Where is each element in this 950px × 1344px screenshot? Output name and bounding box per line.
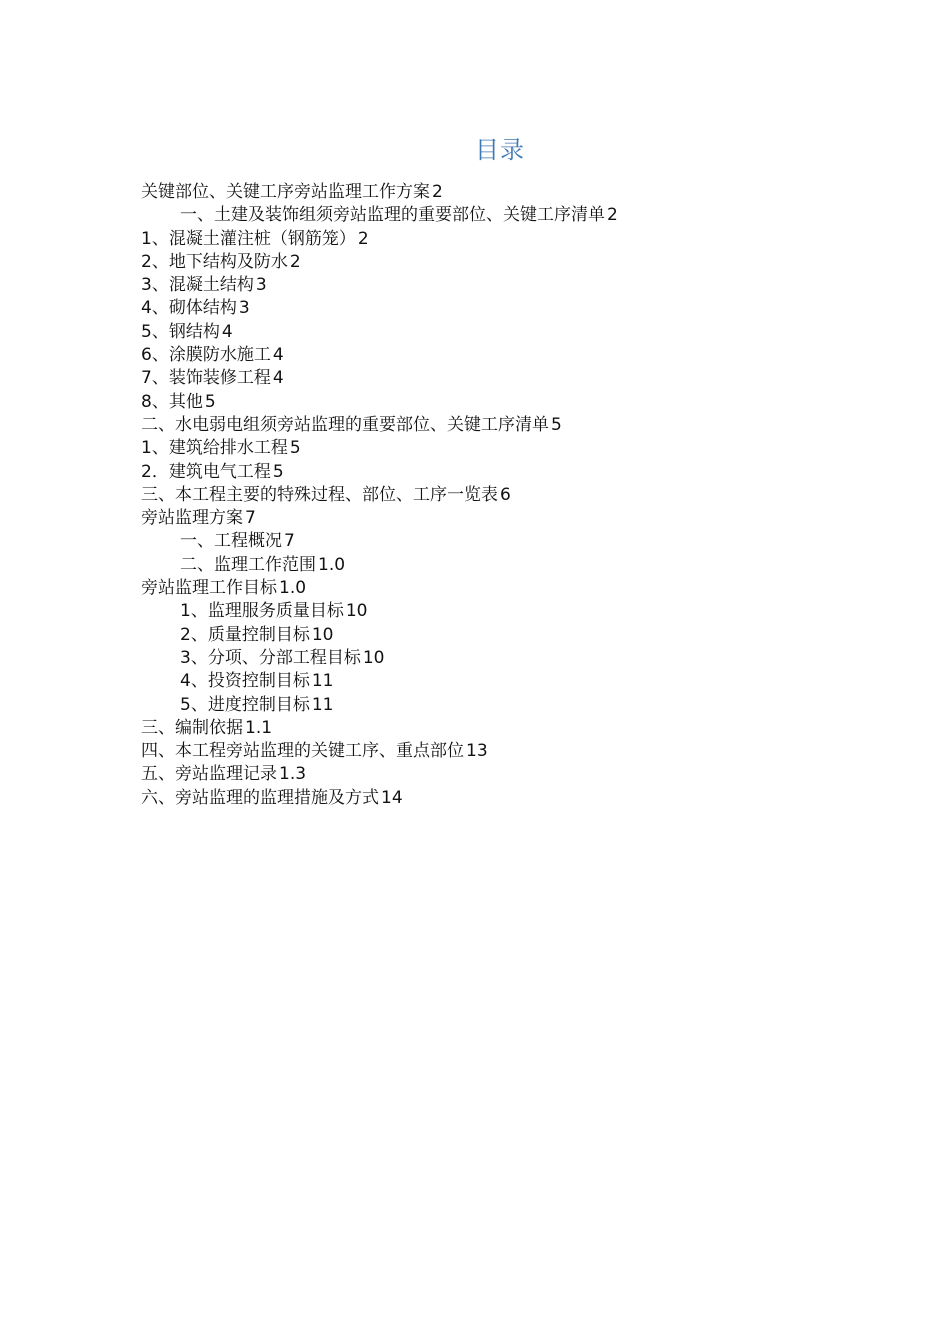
toc-entry-text: 8、其他 [141, 391, 203, 412]
toc-entry-text: 5、钢结构 [141, 321, 220, 342]
toc-entry-page-number: 4 [272, 345, 284, 366]
toc-entry[interactable] [141, 297, 841, 320]
toc-entry[interactable] [141, 204, 841, 227]
toc-entry[interactable] [141, 484, 841, 507]
toc-entry[interactable] [141, 414, 841, 437]
toc-entry[interactable] [141, 647, 841, 670]
toc-entry[interactable] [141, 391, 841, 414]
toc-entry-page-number: 5 [272, 461, 284, 482]
toc-entry-page-number: 7 [284, 531, 295, 552]
toc-entry-text: 一、工程概况 [180, 531, 282, 552]
toc-entry-page-number: 2 [432, 182, 443, 202]
toc-entry-page-number: 10 [311, 624, 334, 645]
toc-entry-text: 6、涂膜防水施工 [141, 345, 271, 366]
toc-entry[interactable] [141, 344, 841, 367]
toc-entry-text: 四、本工程旁站监理的关键工序、重点部位 [141, 741, 464, 762]
toc-entry-page-number: 3 [238, 298, 250, 319]
toc-entry-page-number: 11 [311, 671, 334, 692]
toc-entry[interactable] [141, 274, 841, 297]
toc-entry[interactable] [141, 530, 841, 553]
toc-entry[interactable] [141, 600, 841, 623]
toc-entry-page-number: 4 [272, 368, 284, 389]
toc-entry-text: 五、旁站监理记录 [141, 764, 277, 785]
toc-list [141, 181, 841, 810]
toc-entry-page-number: 3 [255, 275, 267, 296]
toc-entry-page-number: 5 [204, 391, 216, 412]
toc-entry-page-number: 11 [311, 694, 334, 715]
toc-entry[interactable] [141, 228, 841, 251]
toc-entry[interactable] [141, 740, 841, 763]
toc-entry-page-number: 13 [466, 741, 488, 762]
toc-entry-text: 4、投资控制目标 [180, 671, 310, 692]
toc-entry[interactable] [141, 437, 841, 460]
toc-entry-text: 3、混凝土结构 [141, 275, 254, 296]
toc-entry[interactable] [141, 251, 841, 274]
toc-entry-page-number: 6 [500, 484, 511, 505]
toc-entry[interactable] [141, 577, 841, 600]
toc-title: 目录 [475, 136, 525, 164]
toc-entry-page-number: 1.0 [318, 554, 346, 575]
toc-entry-text: 3、分项、分部工程目标 [180, 647, 361, 668]
toc-entry-text: 二、水电弱电组须旁站监理的重要部位、关键工序清单 [141, 414, 549, 435]
toc-entry[interactable] [141, 787, 841, 810]
toc-entry-text: 三、本工程主要的特殊过程、部位、工序一览表 [141, 484, 498, 505]
toc-entry-text: 4、砌体结构 [141, 298, 237, 319]
toc-entry-page-number: 10 [345, 601, 368, 622]
toc-entry-text: 2．建筑电气工程 [141, 461, 271, 482]
toc-entry[interactable] [141, 507, 841, 530]
toc-entry-page-number: 1.1 [245, 717, 273, 738]
toc-entry-page-number: 1.3 [279, 764, 307, 785]
toc-entry[interactable] [141, 321, 841, 344]
toc-entry-text: 关键部位、关键工序旁站监理工作方案 [141, 182, 430, 202]
toc-entry[interactable] [141, 554, 841, 577]
toc-entry-page-number: 5 [289, 438, 301, 459]
toc-entry[interactable] [141, 670, 841, 693]
toc-entry-page-number: 2 [289, 251, 301, 272]
toc-entry-text: 5、进度控制目标 [180, 694, 310, 715]
toc-entry[interactable] [141, 694, 841, 717]
toc-entry-text: 1、监理服务质量目标 [180, 601, 344, 622]
toc-entry[interactable] [141, 367, 841, 390]
toc-entry-page-number: 2 [357, 228, 369, 249]
toc-entry-page-number: 4 [221, 321, 233, 342]
toc-entry-text: 7、装饰装修工程 [141, 368, 271, 389]
toc-entry-page-number: 7 [245, 508, 256, 529]
toc-entry[interactable] [141, 181, 841, 204]
toc-entry-text: 二、监理工作范围 [180, 554, 316, 575]
toc-entry-text: 1、建筑给排水工程 [141, 438, 288, 459]
toc-entry[interactable] [141, 763, 841, 786]
toc-entry[interactable] [141, 717, 841, 740]
toc-entry-text: 2、质量控制目标 [180, 624, 310, 645]
toc-entry-text: 旁站监理方案 [141, 508, 243, 529]
toc-entry-text: 一、土建及装饰组须旁站监理的重要部位、关键工序清单 [180, 205, 605, 226]
toc-entry-text: 六、旁站监理的监理措施及方式 [141, 787, 379, 808]
toc-entry-text: 1、混凝土灌注桩（钢筋笼） [141, 228, 356, 249]
toc-entry-page-number: 1.0 [279, 578, 307, 599]
toc-entry-text: 三、编制依据 [141, 717, 243, 738]
toc-entry-page-number: 5 [551, 414, 562, 435]
toc-entry-text: 2、地下结构及防水 [141, 251, 288, 272]
toc-entry-page-number: 14 [381, 787, 403, 808]
toc-entry[interactable] [141, 461, 841, 484]
toc-entry-page-number: 10 [362, 647, 385, 668]
toc-entry-text: 旁站监理工作目标 [141, 578, 277, 599]
toc-entry-page-number: 2 [607, 205, 618, 226]
toc-entry[interactable] [141, 624, 841, 647]
